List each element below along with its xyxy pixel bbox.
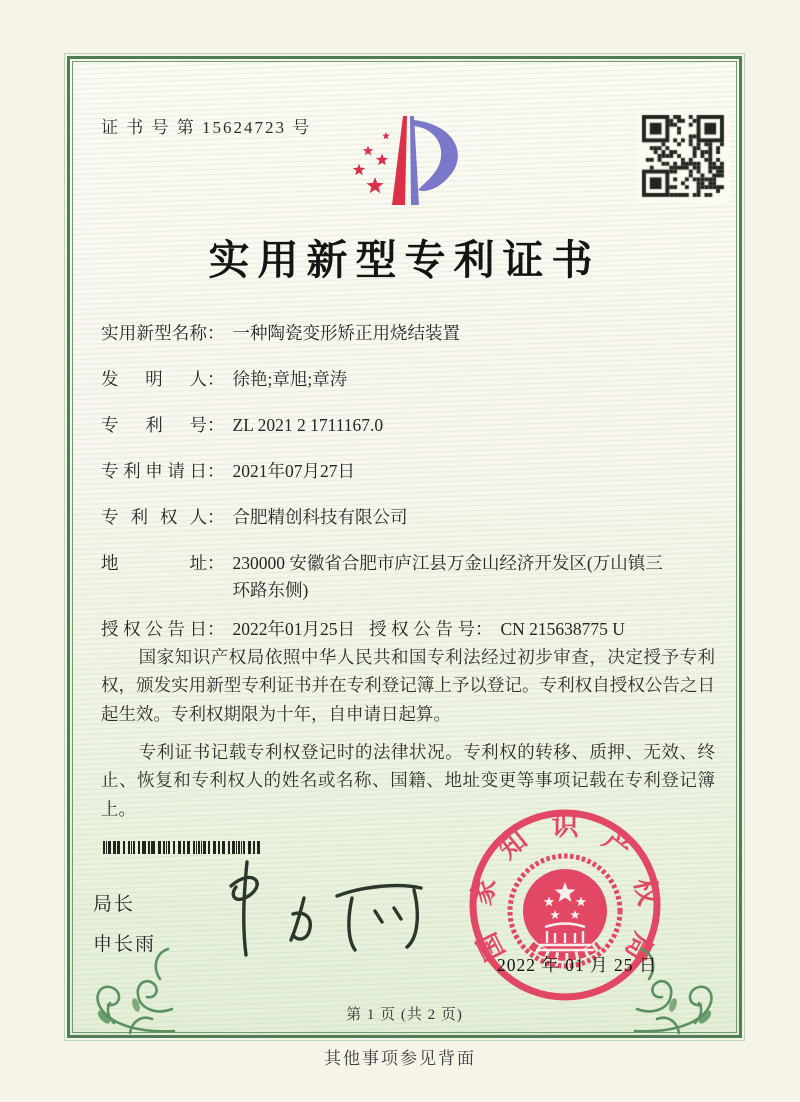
certificate-border-frame [67, 56, 742, 1038]
grant-number-group: 授权公告号 ： CN 215638775 U [369, 616, 701, 643]
field-label: 专利申请日 [101, 461, 207, 481]
director-name: 申长雨 [93, 934, 157, 955]
national-emblem [510, 856, 620, 966]
grant-number-value: CN 215638775 U [500, 619, 625, 639]
field-value: 合肥精创科技有限公司 [232, 507, 408, 527]
certificate-number: 证 书 号 第 15624723 号 [101, 118, 312, 137]
certificate-title: 实用新型专利证书 [208, 237, 601, 283]
field-value: ZL 2021 2 1711167.0 [232, 415, 384, 435]
field-label: 发 明 人 [101, 369, 207, 389]
field-value: 2021年07月27日 [232, 461, 355, 481]
field-row-filing-date: 专利申请日 ： 2021年07月27日 [101, 458, 701, 485]
grant-date-value: 2022年01月25日 [232, 619, 355, 639]
legal-paragraph-2: 专利证书记载专利权登记时的法律状况。专利权的转移、质押、无效、终止、恢复和专利权人的姓名或名称、国籍、地址变更等事项记载在专利登记簿上。 [101, 742, 715, 819]
field-row-name: 实用新型名称 ： 一种陶瓷变形矫正用烧结装置 [101, 320, 701, 347]
logo-stars [353, 132, 390, 193]
svg-text:产: 产 [597, 824, 638, 865]
legal-paragraph-1: 国家知识产权局依照中华人民共和国专利法经过初步审查，决定授予专利权，颁发实用新型专利证书并在专利登记簿上予以登记。专利权自授权公告之日起生效。专利权期限为十年，自申请日起算。 [101, 647, 715, 724]
grant-number-label: 授权公告号 [369, 619, 475, 639]
field-value: 徐艳;章旭;章涛 [232, 369, 348, 389]
field-row-patent-number: 专 利 号 ： ZL 2021 2 1711167.0 [101, 412, 701, 439]
grant-date-group: 授权公告日 ： 2022年01月25日 [101, 616, 369, 643]
fields-block [101, 320, 701, 662]
field-row-inventors: 发 明 人 ： 徐艳;章旭;章涛 [101, 366, 701, 393]
grant-date-label: 授权公告日 [101, 619, 207, 639]
director-title: 局长 [93, 894, 136, 915]
svg-text:家: 家 [466, 875, 502, 909]
qr-code [637, 110, 730, 203]
svg-text:局: 局 [619, 927, 659, 966]
back-page-note: 其他事项参见背面 [324, 1049, 476, 1068]
seal-date: 2022 年 01 月 25 日 [497, 955, 658, 975]
corner-flourish-left [78, 945, 176, 1035]
field-row-patentee: 专 利 权 人 ： 合肥精创科技有限公司 [101, 504, 701, 531]
barcode [103, 841, 261, 854]
svg-text:国: 国 [471, 927, 511, 966]
field-value: 一种陶瓷变形矫正用烧结装置 [232, 323, 460, 343]
field-value: 230000 安徽省合肥市庐江县万金山经济开发区(万山镇三环路东侧) [232, 553, 663, 600]
field-label: 专 利 号 [101, 415, 207, 435]
svg-text:知: 知 [492, 824, 533, 865]
grant-row [101, 616, 701, 643]
svg-text:识: 识 [551, 811, 579, 841]
field-label: 地 址 [101, 553, 207, 573]
field-label: 专 利 权 人 [101, 507, 207, 527]
page-number: 第 1 页 (共 2 页) [346, 1007, 463, 1023]
field-row-address: 地 址 ： 230000 安徽省合肥市庐江县万金山经济开发区(万山镇三环路东侧) [101, 550, 701, 604]
director-signature [203, 856, 435, 960]
cnipa-logo-icon [331, 113, 493, 219]
svg-text:权: 权 [628, 875, 664, 909]
field-label: 实用新型名称 [101, 323, 207, 343]
